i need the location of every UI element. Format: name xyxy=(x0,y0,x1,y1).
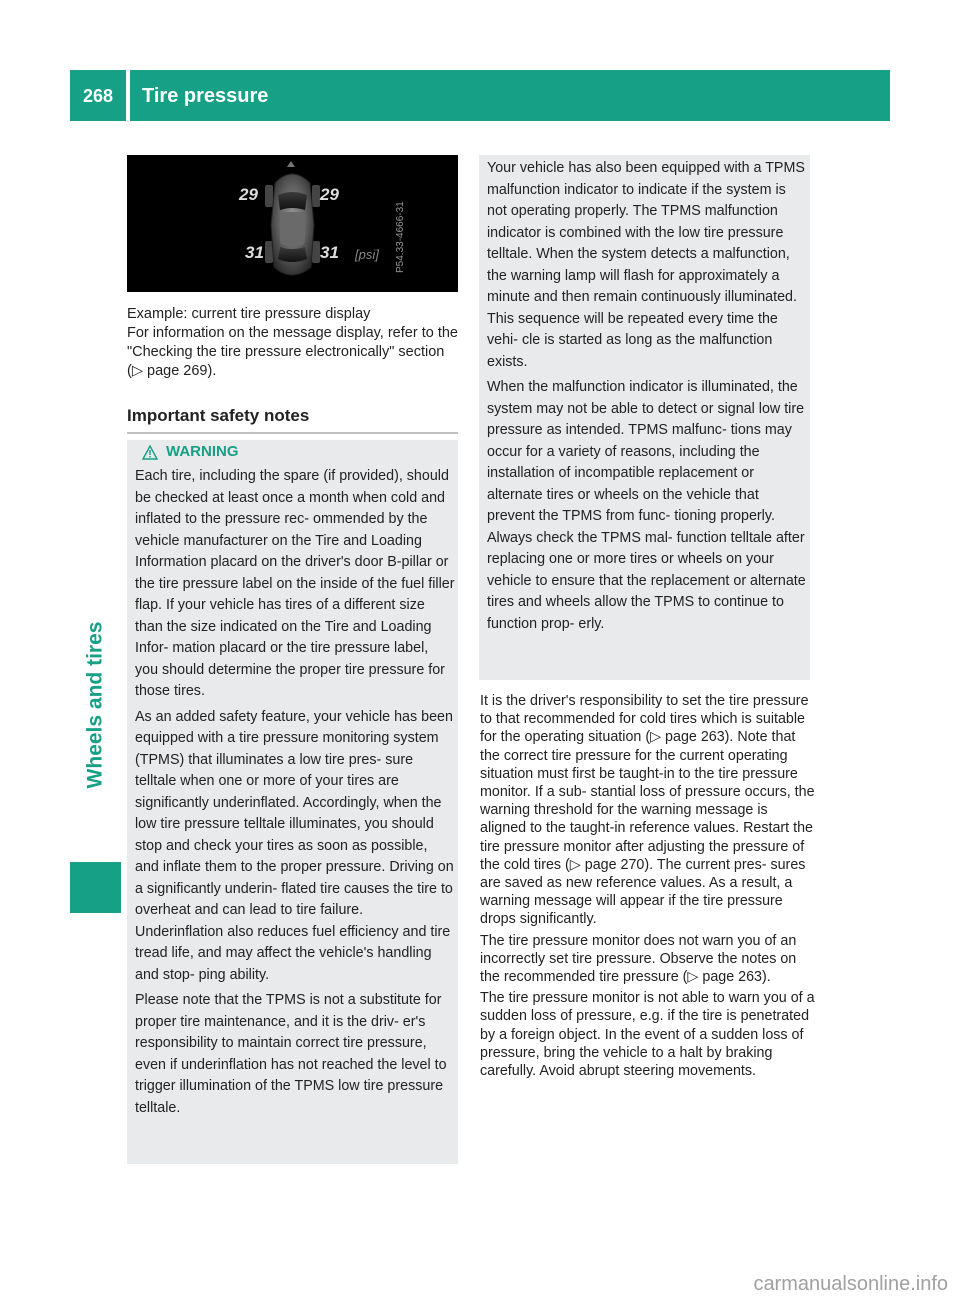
warning-text xyxy=(135,466,455,1123)
section-heading: Important safety notes xyxy=(127,404,458,434)
body-paragraph: The tire pressure monitor is not able to warn you of a sudden loss of pressure, e.g. if the tire is penetrated by a foreign object. In the event of a sudden loss of pressure, bring the vehicle to a halt by braking carefully. Avoid abrupt steering movements. xyxy=(480,990,815,1080)
figure-caption: Example: current tire pressure display xyxy=(127,306,371,322)
page-title: Tire pressure xyxy=(142,85,269,107)
info-paragraph: When the malfunction indicator is illuminated, the system may not be able to detect or signal low tire pressure as intended. TPMS malfunc- tions may occur for a variety of reasons, including the installation of incompatible replacement or alternate tires or wheels on the vehicle that prevent the TPMS from func- tioning properly. Always check the TPMS mal- function telltale after replacing one or more tires or wheels on your vehicle to ensure that the replacement or alternate tires and wheels allow the TPMS to continue to function prop- erly. xyxy=(487,379,806,632)
page-number: 268 xyxy=(82,86,114,106)
warning-paragraph: Please note that the TPMS is not a substitute for proper tire maintenance, and it is the driv- er's responsibility to maintain correct tire pressure, even if underinflation has not reached the level to trigger illumination of the TPMS low tire pressure telltale. xyxy=(135,992,447,1116)
tire-rear-right-value: 31 xyxy=(320,243,339,262)
info-paragraph: Your vehicle has also been equipped with a TPMS malfunction indicator to indicate if the system is not operating properly. The TPMS malfunction indicator is combined with the low tire pressure telltale. When the system detects a malfunction, the warning lamp will flash for approximately a minute and then remain continuously illuminated. This sequence will be repeated every time the vehi- cle is started as long as the malfunction exists. xyxy=(487,160,805,370)
header-divider xyxy=(126,70,130,121)
body-paragraph: The tire pressure monitor does not warn you of an incorrectly set tire pressure. Observe the notes on the recommended tire pressure (▷ page 263). xyxy=(480,932,797,986)
intro-paragraph: For information on the message display, refer to the "Checking the tire pressure electronically" section (▷ page 269). xyxy=(127,325,458,379)
chapter-marker xyxy=(70,862,121,913)
warning-triangle-icon xyxy=(142,445,158,460)
warning-title xyxy=(142,443,239,461)
body-text-column xyxy=(480,692,815,1083)
pressure-unit: [psi] xyxy=(355,247,379,262)
tire-front-right-value: 29 xyxy=(320,185,339,204)
tire-pressure-display-image xyxy=(127,155,458,292)
warning-paragraph: As an added safety feature, your vehicle has been equipped with a tire pressure monitoring system (TPMS) that illuminates a low tire pres- sure telltale when one or more of your tires are significantly underinflated. Accordingly, when the low tire pressure telltale illuminates, you should stop and check your tires as soon as possible, and inflate them to the proper pressure. Driving on a significantly underin- flated tire causes the tire to overheat and can lead to tire failure. Underinflation also reduces fuel efficiency and tire tread life, and may affect the vehicle's handling and stop- ping ability. xyxy=(135,708,454,983)
info-text xyxy=(487,158,807,639)
warning-label: WARNING xyxy=(166,443,239,460)
tire-front-left-value: 29 xyxy=(239,185,258,204)
chapter-tab xyxy=(70,550,121,860)
tire-rear-left-value: 31 xyxy=(245,243,264,262)
warning-paragraph: Each tire, including the spare (if provided), should be checked at least once a month when cold and inflated to the pressure rec- ommended by the vehicle manufacturer on the Tire and Loading Information placard on the driver's door B-pillar or the tire pressure label on the inside of the fuel filler flap. If your vehicle has tires of a different size than the size indicated on the Tire and Loading Infor- mation placard or the tire pressure label, you should determine the proper tire pressure for those tires. xyxy=(135,468,455,699)
car-top-view-icon xyxy=(127,155,458,292)
chapter-tab-label: Wheels and tires xyxy=(83,621,107,789)
body-paragraph: It is the driver's responsibility to set the tire pressure to that recommended for cold tires which is suitable for the operating situation (▷ page 263). Note that the correct tire pressure for the current operating situation must first be taught-in to the tire pressure monitor. If a sub- stantial loss of pressure occurs, the warning threshold for the warning message is aligned to the taught-in reference values. Restart the tire pressure monitor after adjusting the pressure of the cold tires (▷ page 270). The current pres- sures are saved as new reference values. As a result, a warning message will appear if the tire pressure drops significantly. xyxy=(480,693,815,928)
figure-code: P54.33-4666-31 xyxy=(395,201,406,273)
watermark: carmanualsonline.info xyxy=(753,1273,948,1295)
